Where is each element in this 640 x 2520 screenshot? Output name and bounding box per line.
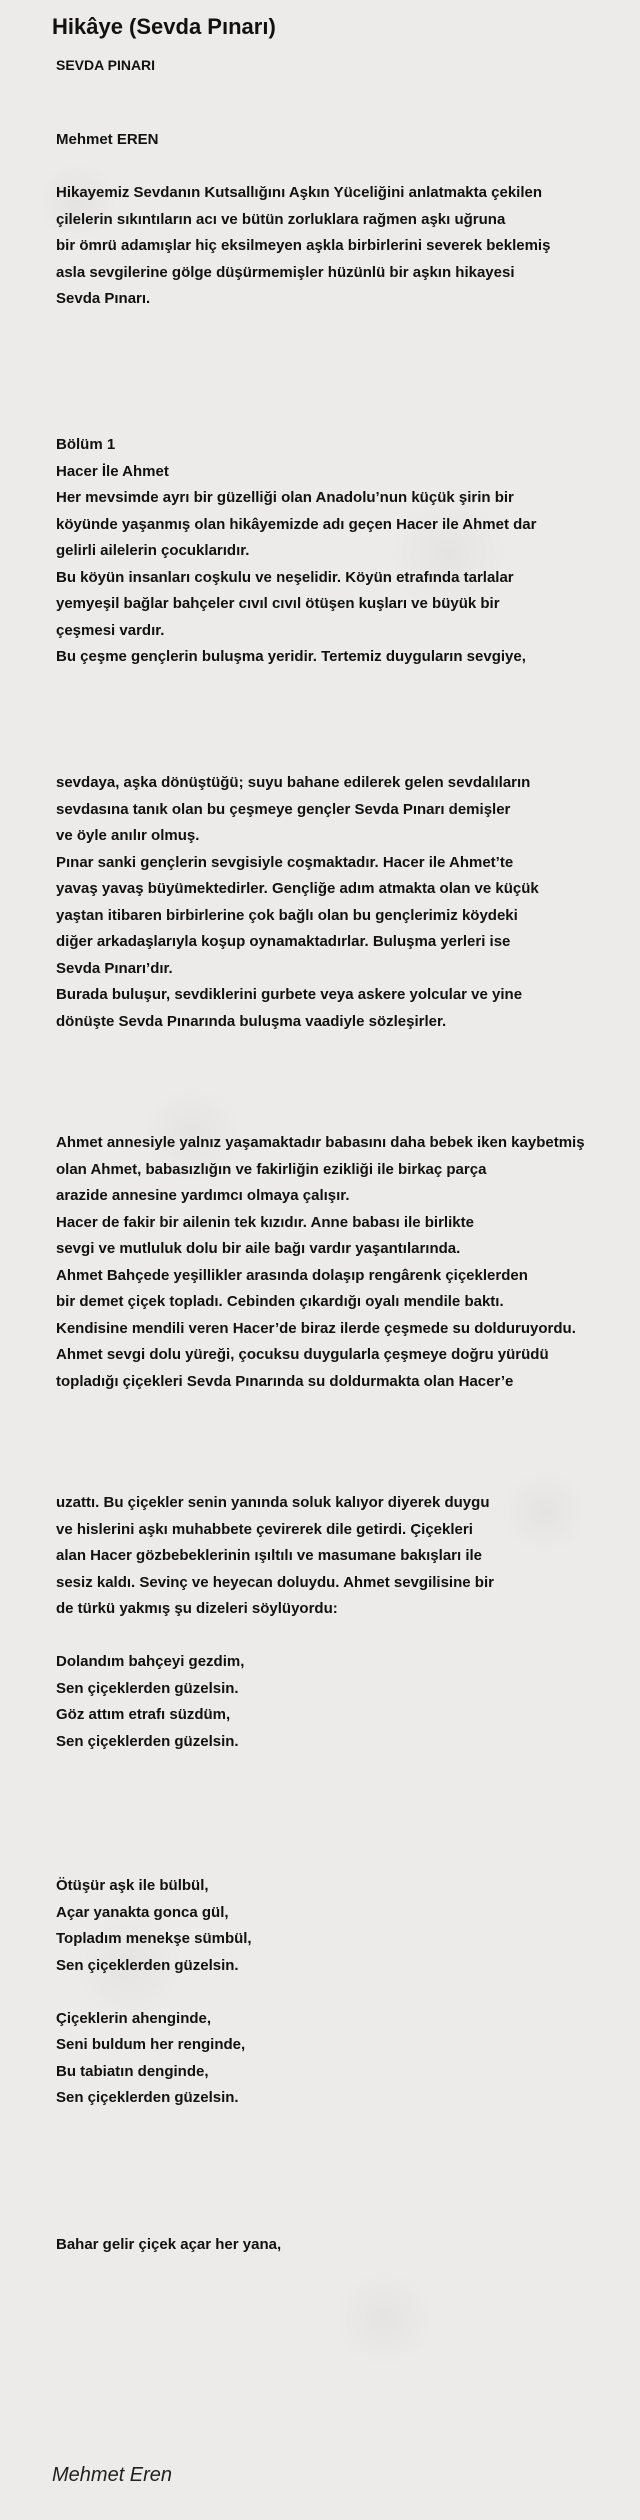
text-line: gelirli ailelerin çocuklarıdır. bbox=[56, 542, 250, 559]
chapter-one-paragraph bbox=[56, 432, 636, 671]
author-line-block bbox=[56, 127, 636, 154]
story-paragraph-3 bbox=[56, 1130, 636, 1395]
text-line: Hikayemiz Sevdanın Kutsallığını Aşkın Yüceliğini anlatmakta çekilen bbox=[56, 184, 543, 201]
text-line: asla sevgilerine gölge düşürmemişler hüzünlü bir aşkın hikayesi bbox=[56, 263, 515, 281]
text-line: uzattı. Bu çiçekler senin yanında soluk kalıyor diyerek duygu bbox=[56, 1494, 490, 1511]
author-signature: Mehmet Eren bbox=[52, 2464, 173, 2486]
text-line: Kendisine mendili veren Hacer’de biraz ilerde çeşmede su dolduruyordu. bbox=[56, 1319, 576, 1337]
text-line: yemyeşil bağlar bahçeler cıvıl cıvıl ötüşen kuşları ve büyük bir bbox=[56, 595, 500, 612]
poem-title: Hikâye (Sevda Pınarı) bbox=[52, 14, 276, 39]
text-line: Sen çiçeklerden güzelsin. bbox=[56, 1732, 239, 1750]
text-line: alan Hacer gözbebeklerinin ışıltılı ve masumane bakışları ile bbox=[56, 1547, 483, 1564]
text-line: Mehmet EREN bbox=[56, 131, 159, 148]
text-line: Ahmet annesiyle yalnız yaşamaktadır babasını daha bebek iken kaybetmiş bbox=[56, 1134, 585, 1151]
text-line: Sevda Pınarı’dır. bbox=[56, 959, 173, 977]
text-line: Çiçeklerin ahenginde, bbox=[56, 2009, 212, 2027]
story-paragraph-2 bbox=[56, 770, 636, 1035]
text-line: Hacer İle Ahmet bbox=[56, 462, 169, 480]
text-line: Topladım menekşe sümbül, bbox=[56, 1930, 252, 1947]
text-line: Sevda Pınarı. bbox=[56, 290, 151, 307]
text-line: Hacer de fakir bir ailenin tek kızıdır. Anne babası ile birlikte bbox=[56, 1213, 474, 1231]
text-line: diğer arkadaşlarıyla koşup oynamaktadırlar. Buluşma yerleri ise bbox=[56, 933, 511, 950]
text-line: Pınar sanki gençlerin sevgisiyle coşmaktadır. Hacer ile Ahmet’te bbox=[56, 853, 514, 871]
text-line: sesiz kaldı. Sevinç ve heyecan doluydu. Ahmet sevgilisine bir bbox=[56, 1573, 494, 1591]
text-line: arazide annesine yardımcı olmaya çalışır. bbox=[56, 1187, 350, 1204]
text-line: Ahmet sevgi dolu yüreği, çocuksu duygularla çeşmeye doğru yürüdü bbox=[56, 1346, 549, 1363]
intro-paragraph bbox=[56, 180, 636, 313]
text-line: de türkü yakmış şu dizeleri söylüyordu: bbox=[56, 1600, 338, 1617]
text-line: sevgi ve mutluluk dolu bir aile bağı vardır yaşantılarında. bbox=[56, 1240, 461, 1257]
text-line: çeşmesi vardır. bbox=[56, 621, 165, 639]
blank-line bbox=[56, 1979, 636, 2006]
text-line: sevdasına tanık olan bu çeşmeye gençler Sevda Pınarı demişler bbox=[56, 800, 511, 818]
text-line: ve hislerini aşkı muhabbete çevirerek dile getirdi. Çiçekleri bbox=[56, 1520, 473, 1538]
text-line: olan Ahmet, babasızlığın ve fakirliğin ezikliği ile birkaç parça bbox=[56, 1160, 487, 1178]
text-line: Dolandım bahçeyi gezdim, bbox=[56, 1653, 245, 1670]
verse-block bbox=[56, 1873, 636, 2112]
text-line: çilelerin sıkıntıların acı ve bütün zorluklara rağmen aşkı uğruna bbox=[56, 210, 506, 228]
text-line: ve öyle anılır olmuş. bbox=[56, 827, 200, 844]
text-line: Bu köyün insanları coşkulu ve neşelidir. Köyün etrafında tarlalar bbox=[56, 568, 514, 586]
text-line: Bu tabiatın denginde, bbox=[56, 2062, 209, 2080]
text-line: yavaş yavaş büyümektedirler. Gençliğe adım atmakta olan ve küçük bbox=[56, 880, 539, 897]
text-line: Bölüm 1 bbox=[56, 436, 116, 453]
text-line: Bahar gelir çiçek açar her yana, bbox=[56, 2236, 282, 2253]
text-line: Ahmet Bahçede yeşillikler arasında dolaşıp rengârenk çiçeklerden bbox=[56, 1266, 528, 1284]
text-line: Açar yanakta gonca gül, bbox=[56, 1903, 229, 1921]
closing-verse-line bbox=[56, 2232, 636, 2259]
text-line: bir demet çiçek topladı. Cebinden çıkardığı oyalı mendile baktı. bbox=[56, 1293, 504, 1310]
text-line: Sen çiçeklerden güzelsin. bbox=[56, 2089, 239, 2106]
text-line: Ötüşür aşk ile bülbül, bbox=[56, 1877, 209, 1894]
text-line: topladığı çiçekleri Sevda Pınarında su doldurmakta olan Hacer’e bbox=[56, 1372, 514, 1390]
text-line: köyünde yaşanmış olan hikâyemizde adı geçen Hacer ile Ahmet dar bbox=[56, 515, 537, 533]
text-line: Sen çiçeklerden güzelsin. bbox=[56, 1679, 239, 1697]
text-line: sevdaya, aşka dönüştüğü; suyu bahane edilerek gelen sevdalıların bbox=[56, 774, 531, 791]
text-line: dönüşte Sevda Pınarında buluşma vaadiyle sözleşirler. bbox=[56, 1012, 447, 1030]
text-line: bir ömrü adamışlar hiç eksilmeyen aşkla birbirlerini severek beklemiş bbox=[56, 237, 551, 254]
text-line: Her mevsimde ayrı bir güzelliği olan Anadolu’nun küçük şirin bir bbox=[56, 489, 514, 506]
text-line: Bu çeşme gençlerin buluşma yeridir. Tertemiz duyguların sevgiye, bbox=[56, 648, 526, 665]
text-line: Sen çiçeklerden güzelsin. bbox=[56, 1956, 239, 1974]
text-line: Burada buluşur, sevdiklerini gurbete veya askere yolcular ve yine bbox=[56, 986, 523, 1003]
text-line: yaştan itibaren birbirlerine çok bağlı olan bu gençlerimiz köydeki bbox=[56, 906, 518, 924]
story-paragraph-4-and-verse bbox=[56, 1490, 636, 1755]
poem-subtitle: SEVDA PINARI bbox=[56, 57, 156, 73]
blank-line bbox=[56, 1623, 636, 1650]
text-line: Göz attım etrafı süzdüm, bbox=[56, 1706, 231, 1723]
text-line: Seni buldum her renginde, bbox=[56, 2036, 246, 2053]
